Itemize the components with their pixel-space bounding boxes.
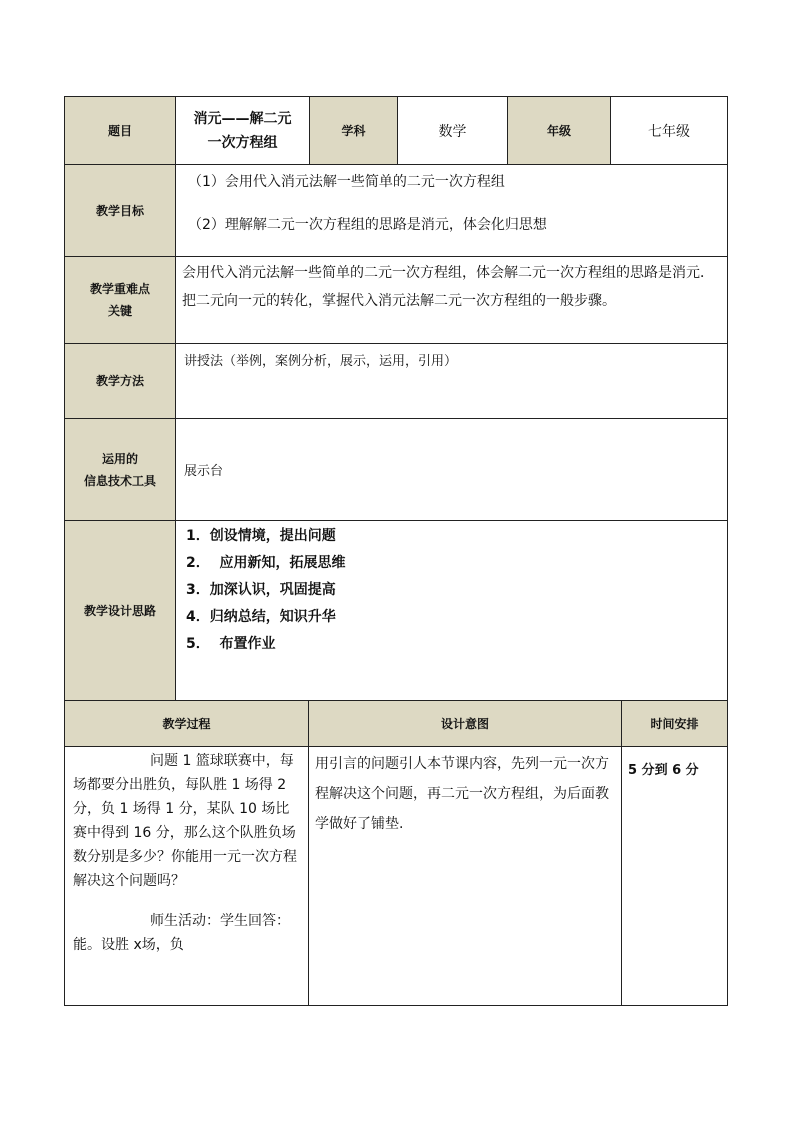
process-question: 问题 1 篮球联赛中，每场都要分出胜负，每队胜 1 场得 2 分，负 1 场得 1 分，某队 10 场比赛中得到 16 分，那么这个队胜负场数分别是多少？你能用一元一次方程解决这个问题吗？ xyxy=(73,753,297,889)
design-item-3: 3．加深认识，巩固提高 xyxy=(186,582,336,598)
method-text: 讲授法（举例，案例分析，展示，运用，引用） xyxy=(175,343,728,419)
tools-label-line2: 信息技术工具 xyxy=(83,473,156,488)
tools-text-value: 展示台 xyxy=(184,464,224,479)
grade-value-text: 七年级 xyxy=(648,123,690,140)
difficulty-text: 会用代入消元法解一些简单的二元一次方程组，体会解二元一次方程组的思路是消元．把二元向一元的转化，掌握代入消元法解二元一次方程组的一般步骤。 xyxy=(175,256,728,344)
time-content: 5 分到 6 分 xyxy=(621,746,728,1006)
tools-label-wrap xyxy=(84,448,156,492)
lesson-plan-table xyxy=(64,96,728,1006)
design-item-5: 5． 布置作业 xyxy=(186,636,276,652)
topic-label-text: 题目 xyxy=(107,123,132,138)
goals-content xyxy=(175,164,728,257)
design-content xyxy=(175,520,728,701)
topic-value xyxy=(175,96,310,165)
design-item-4: 4．归纳总结，知识升华 xyxy=(186,609,336,625)
design-item-1: 1．创设情境，提出问题 xyxy=(186,528,336,544)
difficulty-label xyxy=(64,256,176,344)
method-label xyxy=(64,343,176,419)
goals-label xyxy=(64,164,176,257)
time-header xyxy=(621,700,728,747)
subject-label-text: 学科 xyxy=(341,123,366,138)
difficulty-label-wrap xyxy=(90,278,150,322)
tools-text xyxy=(175,418,728,521)
process-content xyxy=(64,746,309,1006)
grade-label xyxy=(507,96,611,165)
topic-line2: 一次方程组 xyxy=(207,134,278,151)
goal-item-1: （1）会用代入消元法解一些简单的二元一次方程组 xyxy=(188,174,505,190)
intent-content: 用引言的问题引人本节课内容，先列一元一次方程解决这个问题，再二元一次方程组，为后面教学做好了铺垫. xyxy=(308,746,622,1006)
goal-item-2: （2）理解解二元一次方程组的思路是消元，体会化归思想 xyxy=(188,217,547,233)
process-header-text: 教学过程 xyxy=(162,716,211,731)
goals-label-text: 教学目标 xyxy=(95,203,144,218)
topic-label xyxy=(64,96,176,165)
method-label-text: 教学方法 xyxy=(95,374,144,388)
topic-line1: 消元——解二元 xyxy=(193,110,292,127)
subject-value xyxy=(397,96,508,165)
tools-label-line1: 运用的 xyxy=(101,451,138,466)
design-label xyxy=(64,520,176,701)
intent-header xyxy=(308,700,622,747)
subject-value-text: 数学 xyxy=(438,123,467,140)
process-activity: 师生活动：学生回答：能。设胜 x场，负 xyxy=(73,913,290,953)
topic-value-wrap xyxy=(194,107,292,155)
time-header-text: 时间安排 xyxy=(650,716,699,731)
grade-value xyxy=(610,96,728,165)
tools-label xyxy=(64,418,176,521)
design-list xyxy=(176,521,727,660)
difficulty-label-line1: 教学重难点 xyxy=(89,282,150,296)
difficulty-label-line2: 关键 xyxy=(107,304,132,318)
design-label-text: 教学设计思路 xyxy=(83,603,156,618)
subject-label xyxy=(309,96,398,165)
intent-header-text: 设计意图 xyxy=(440,716,489,731)
process-header xyxy=(64,700,309,747)
design-item-2: 2． 应用新知，拓展思维 xyxy=(186,555,346,571)
grade-label-text: 年级 xyxy=(546,123,571,138)
